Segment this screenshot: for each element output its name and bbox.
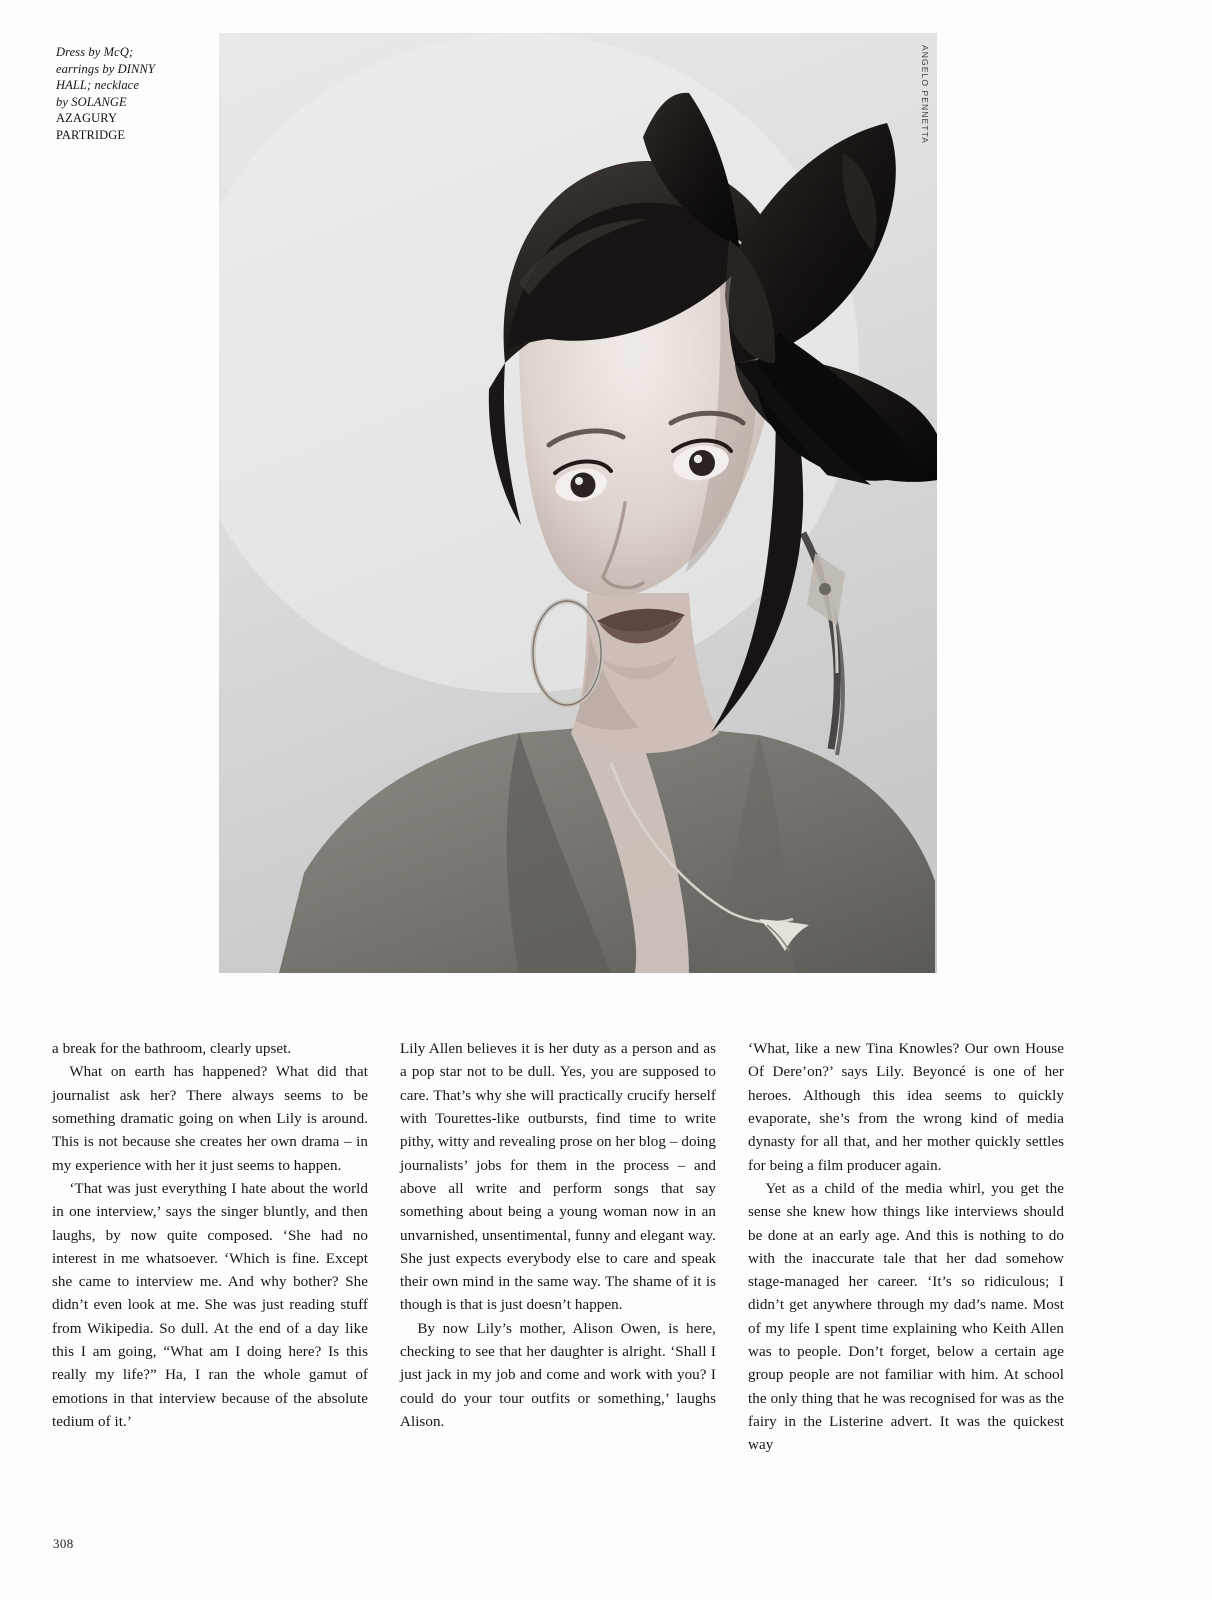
article-body xyxy=(52,1038,1064,1508)
credit-line-2: earrings by DINNY xyxy=(56,61,155,76)
paragraph: Yet as a child of the media whirl, you get the sense she knew how things like interviews should be done at an early age. And this is nothing to do with the inaccurate tale that her dad somehow stage-managed her career. ‘It’s so ridiculous; I didn’t get anywhere through my dad’s name. Most of my life I spent time explaining who Keith Allen was to people. Don’t forget, below a certain age group people are not familiar with him. At school the only thing that he was recognised for was as the fairy in the Listerine advert. It was the quickest way xyxy=(748,1180,1064,1454)
paragraph: By now Lily’s mother, Alison Owen, is here, checking to see that her daughter is alright. ‘Shall I just jack in my job and come and work with you? I could do your tour outfits or something,’ laughs Alison. xyxy=(400,1320,716,1430)
text-column-1 xyxy=(52,1038,368,1508)
garment-credit-block xyxy=(56,44,206,143)
paragraph: Lily Allen believes it is her duty as a person and as a pop star not to be dull. Yes, you are supposed to care. That’s why she will practically crucify herself with Tourettes-like outbursts, find time to write pithy, witty and revealing prose on her blog – doing journalists’ jobs for them in the process – and above all write and perform songs that say something about being a young woman now in an unvarnished, unsentimental, funny and elegant way. She just expects everybody else to care and speak their own mind in the same way. The shame of it is though is that is just doesn’t happen. xyxy=(400,1041,716,1314)
paragraph: ‘That was just everything I hate about the world in one interview,’ says the singer bluntly, and then laughs, by now quite composed. ‘She had no interest in me whatsoever. ‘Which is fine. Except she came to interview me. And why bother? She didn’t even look at me. She was just reading stuff from Wikipedia. So dull. At the end of a day like this I am going, “What am I doing here? Is this really my life?” Ha, I ran the whole gamut of emotions in that interview because of the absolute tedium of it.’ xyxy=(52,1180,368,1430)
paragraph: ‘What, like a new Tina Knowles? Our own House Of Dere’on?’ says Lily. Beyoncé is one of her heroes. Although this idea seems to quickly evaporate, she’s from the wrong kind of media dynasty for all that, and her mother quickly settles for being a film producer again. xyxy=(748,1041,1064,1174)
credit-line-3: HALL; necklace xyxy=(56,78,139,92)
credit-line-6: PARTRIDGE xyxy=(56,127,126,142)
credit-line-4: by SOLANGE xyxy=(56,94,127,109)
portrait-photograph-image xyxy=(219,33,937,973)
paragraph: What on earth has happened? What did that journalist ask her? There always seems to be something dramatic going on when Lily is around. This is not because she creates her own drama – in my experience with her it just seems to happen. xyxy=(52,1064,368,1174)
credit-line-5: AZAGURY xyxy=(56,111,118,125)
text-column-3 xyxy=(748,1038,1064,1508)
paragraph: a break for the bathroom, clearly upset. xyxy=(52,1041,292,1057)
photographer-credit: ANGELO PENNETTA xyxy=(920,45,930,144)
portrait-photograph xyxy=(219,33,937,973)
page-number: 308 xyxy=(53,1536,74,1551)
credit-line-1: Dress by McQ; xyxy=(56,45,134,59)
text-column-2 xyxy=(400,1038,716,1508)
